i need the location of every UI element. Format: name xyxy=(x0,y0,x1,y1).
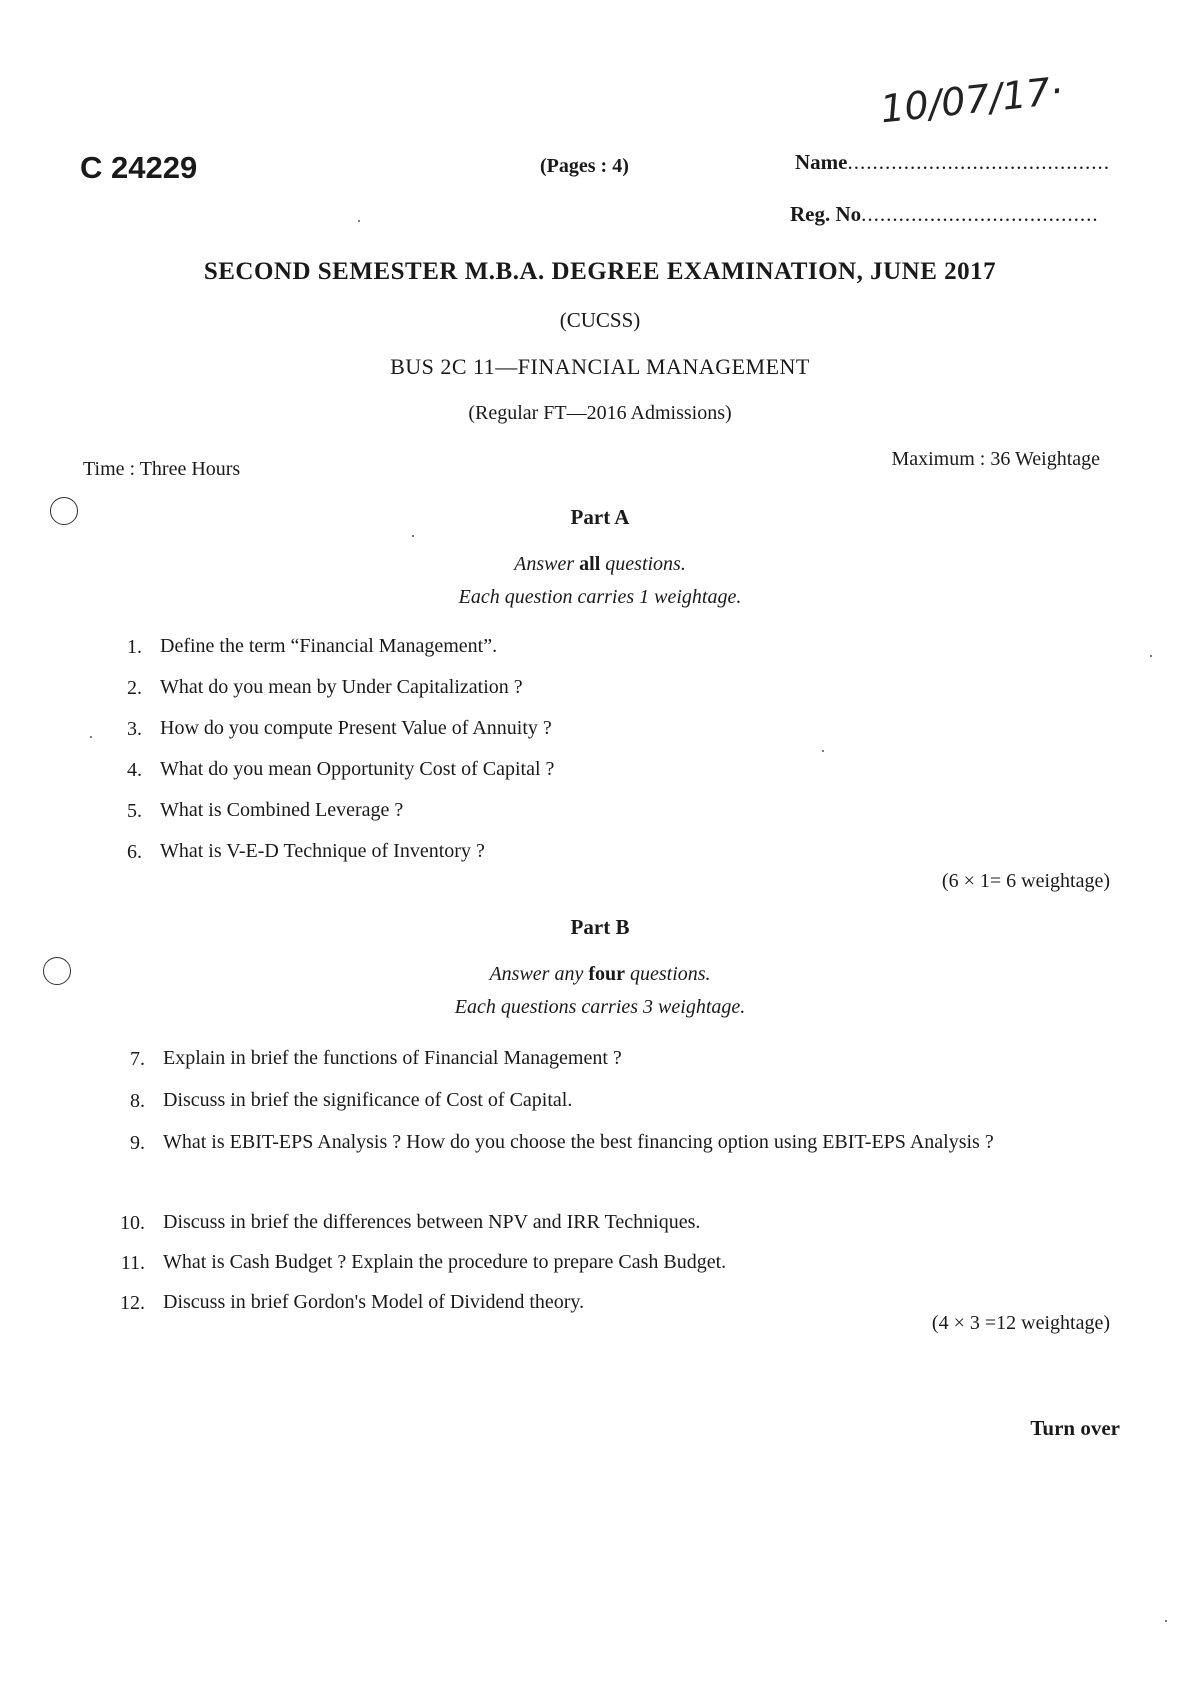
question-number: 4. xyxy=(127,759,142,781)
time-allowed: Time : Three Hours xyxy=(83,458,241,480)
paper-code: C 24229 xyxy=(80,150,198,185)
name-field xyxy=(795,150,1110,175)
scan-speck xyxy=(90,736,92,738)
question-text: How do you compute Present Value of Annuity ? xyxy=(160,717,552,739)
question-number: 9. xyxy=(130,1132,145,1154)
part-a-instruction-bold: all xyxy=(579,553,601,575)
question-text: What do you mean by Under Capitalization ? xyxy=(160,676,523,698)
question-number: 12. xyxy=(120,1292,145,1314)
question-number: 3. xyxy=(127,718,142,740)
part-b-instruction-bold: four xyxy=(588,963,625,985)
question-number: 8. xyxy=(130,1090,145,1112)
exam-title: SECOND SEMESTER M.B.A. DEGREE EXAMINATION, JUNE 2017 xyxy=(203,258,997,285)
question-text: What is EBIT-EPS Analysis ? How do you choose the best financing option using EBIT-EPS Analysis ? xyxy=(163,1131,994,1153)
part-b-heading: Part B xyxy=(570,915,630,939)
page-count: (Pages : 4) xyxy=(540,155,629,177)
part-b-marks: (4 × 3 =12 weightage) xyxy=(931,1312,1110,1334)
maximum-weightage: Maximum : 36 Weightage xyxy=(891,448,1100,470)
course-title: BUS 2C 11—FINANCIAL MANAGEMENT xyxy=(390,354,810,379)
admissions-note: (Regular FT—2016 Admissions) xyxy=(468,402,732,424)
question-text: What is V-E-D Technique of Inventory ? xyxy=(160,840,485,862)
scan-speck xyxy=(412,535,414,537)
regno-label: Reg. No xyxy=(790,202,862,226)
part-b-instruction xyxy=(0,963,1200,986)
question-number: 2. xyxy=(127,677,142,699)
question-number: 10. xyxy=(120,1212,145,1234)
regno-field xyxy=(790,202,1099,227)
question-text: Discuss in brief the differences between NPV and IRR Techniques. xyxy=(163,1211,701,1233)
part-b-instruction-line2: Each questions carries 3 weightage. xyxy=(454,996,746,1018)
part-a-heading: Part A xyxy=(570,505,630,529)
question-number: 6. xyxy=(127,841,142,863)
part-a-instruction-pre: Answer xyxy=(514,553,580,575)
name-label: Name xyxy=(795,150,848,174)
scan-speck xyxy=(1165,1620,1167,1622)
turn-over-note: Turn over xyxy=(1030,1416,1120,1440)
question-number: 1. xyxy=(127,636,142,658)
question-number: 5. xyxy=(127,800,142,822)
question-text: Discuss in brief Gordon's Model of Dividend theory. xyxy=(163,1291,585,1313)
question-number: 11. xyxy=(120,1252,145,1274)
question-text: What is Cash Budget ? Explain the procedure to prepare Cash Budget. xyxy=(163,1251,727,1273)
part-b-instruction-pre: Answer any xyxy=(489,963,589,985)
name-dots: .......................................... xyxy=(847,150,1110,174)
part-a-instruction-post: questions. xyxy=(600,553,686,575)
exam-scheme: (CUCSS) xyxy=(559,308,641,332)
part-b-instruction-post: questions. xyxy=(625,963,711,985)
part-a-marks: (6 × 1= 6 weightage) xyxy=(941,870,1110,892)
part-a-instruction xyxy=(0,553,1200,576)
question-number: 7. xyxy=(130,1048,145,1070)
handwritten-date: 10/07/17· xyxy=(878,68,1065,132)
question-text: What is Combined Leverage ? xyxy=(160,799,404,821)
scan-speck xyxy=(358,220,360,222)
question-text: What do you mean Opportunity Cost of Capital ? xyxy=(160,758,555,780)
part-a-instruction-line2: Each question carries 1 weightage. xyxy=(458,586,742,608)
question-text: Discuss in brief the significance of Cost of Capital. xyxy=(163,1089,573,1111)
regno-dots: ...................................... xyxy=(861,202,1099,226)
scan-speck xyxy=(1150,655,1152,657)
question-text: Define the term “Financial Management”. xyxy=(160,635,498,657)
question-text: Explain in brief the functions of Financial Management ? xyxy=(163,1047,622,1069)
